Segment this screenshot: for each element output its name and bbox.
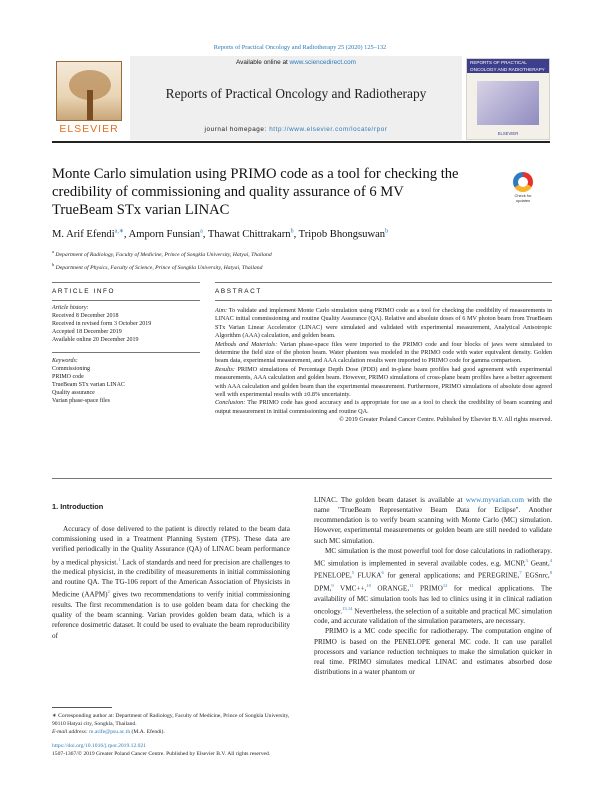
abstract-results: Results: PRIMO simulations of Percentage Depth Dose (PDD) and in-plane beam profiles had good agreement with experimental measurements, AAA calculation and golden beam. However, PRIMO simulations of cross-plane beam profiles have a better agreement with AAA calculation and golden beam than the experimental measurement. Furthermore, PRIMO simulations of absolute dose agreed well with experimental results with ±0.8% uncertainty. — [215, 365, 553, 399]
crossmark-icon — [513, 172, 533, 192]
abstract-aim: Aim: To validate and implement Monte Carlo simulation using PRIMO code as a tool for checking the credibility of measurements in LINAC initial commissioning and routine Quality Assurance (QA). Relative and absolute doses of 6 MV photon beam from TrueBeam STx Varian Linear Accelerator (LINAC) were simulated and validated with experimental measurement, Analytical Anisotropic Algorithm (AAA) calculation, and golden beam. — [215, 307, 552, 340]
abstract-copyright: © 2019 Greater Poland Cancer Centre. Published by Elsevier B.V. All rights reserved. — [339, 416, 552, 424]
keyword[interactable]: Varian phase-space files — [52, 397, 110, 404]
affiliation: $^a$ Department of Radiology, Faculty of Medicine, Prince of Songkla University, Hatyai, Thailand — [52, 249, 272, 258]
reference-link[interactable]: 10 — [366, 583, 371, 589]
cover-foot: ELSEVIER — [497, 131, 519, 136]
available-prefix: Available online at — [236, 59, 290, 66]
article-history — [52, 305, 202, 345]
masthead-rule — [52, 141, 550, 143]
reference-link[interactable]: 4 — [549, 557, 552, 563]
body-paragraph: MC simulation is the most powerful tool for dose calculations in radiotherapy. MC simulation is implemented in several available codes, e.g. MCNP,$^3$ Geant,$^4$ PENELOPE,$^5$ FLUKA$^6$ for general applications; and PEREGRINE,$^7$ EGSnrc,$^8$ DPM,$^9$ VMC++,$^{10}$ ORANGE,$^{11}$ PRIMO$^{12}$ for medical applications. The availability of MC simulation tools has led to clinics using it in clinical radiation oncology.$^{13,14}$ Nevertheless, the selection of a suitable and practical MC simulation code, and accurate validation of the simulation parameters, are necessary. — [314, 546, 553, 626]
abstract-methods: Methods and Materials: Varian phase-space files were imported to the PRIMO code and four blocks of jaws were simulated to determine the field size of the photon beam. Water phantom was modeled in the PRIMO code with water equivalent density. Golden beam data, experimental measurement, and AAA calculation results were imported to PRIMO code for gamma comparison. — [215, 340, 552, 365]
article-title: Monte Carlo simulation using PRIMO code as a tool for checking the credibility of commissioning and quality assurance of 6 MV TrueBeam STx varian LINAC — [52, 166, 459, 218]
running-head[interactable]: Reports of Practical Oncology and Radiotherapy 25 (2020) 125–132 — [213, 44, 387, 51]
reference-link[interactable]: 8 — [549, 570, 553, 576]
issn-copyright: 1507-1367/© 2019 Greater Poland Cancer Centre. Published by Elsevier B.V. All rights reserved. — [52, 751, 271, 758]
body-paragraph: Accuracy of dose delivered to the patient is directly related to the beam data commissioning used in a Treatment Planning System (TPS). These data are verified periodically in the Quality Assurance (QA) of LINAC beam performance by a medical physicist.$^1$ Lack of standards and need for precision are challenges to the medical physicist, in the credibility of measurements in initial commissioning and routine QA. The TG-106 report of the American Association of Physicists in Medicine (AAPM)$^2$ gives two recommendations to verify initial commissioning results. The first recommendation is to use golden beam data for checking the quality of the beam scanning. Varian provides golden beam data, which is a reference dosimetric dataset. It could be used to evaluate the beam reproducibility of — [52, 525, 290, 640]
corresponding-author-footnote: ∗ Corresponding author at: Department of Radiology, Faculty of Medicine, Prince of Songkla University, 90110 Hatyai city, Songkla, Thailand. E-mail address: m.arife@psu.ac.th (M.A. Efendi). — [52, 713, 290, 736]
history-item: Available online 20 December 2019 — [52, 336, 139, 343]
available-online — [130, 59, 462, 66]
reference-link[interactable]: 3 — [525, 557, 528, 563]
body-right-column — [314, 495, 552, 677]
abstract-bottom-rule — [52, 478, 552, 479]
body-left-column — [52, 502, 290, 641]
keywords-heading: Keywords: — [52, 358, 78, 364]
elsevier-logo — [52, 61, 126, 139]
reference-link[interactable]: 7 — [519, 570, 522, 576]
body-paragraph: PRIMO is a MC code specific for radiotherapy. The computation engine of PRIMO is based on the PENELOPE general MC code. It can use parallel processors and variance reduction techniques to make the simulation quicker in real time. PRIMO simulates medical LINAC and estimates absorbed dose distributions in a water phantom or — [314, 627, 552, 677]
keyword[interactable]: Commissioning — [52, 365, 91, 372]
history-item: Received in revised form 3 October 2019 — [52, 320, 152, 327]
info-top-rule — [52, 282, 200, 283]
check-for-updates-button[interactable] — [508, 172, 538, 202]
homepage-prefix: journal homepage: — [204, 126, 270, 133]
journal-masthead — [52, 56, 550, 140]
history-item: Accepted 18 December 2019 — [52, 328, 122, 335]
sciencedirect-link[interactable]: www.sciencedirect.com — [289, 59, 356, 66]
history-heading: Article history: — [52, 305, 89, 311]
reference-link[interactable]: 9 — [331, 583, 334, 589]
cover-image — [477, 81, 539, 125]
reference-link[interactable]: 6 — [381, 570, 384, 576]
journal-cover-thumbnail — [466, 58, 550, 140]
abstract-top-rule — [215, 282, 552, 283]
myvarian-link[interactable]: www.myvarian.com — [465, 496, 524, 504]
body-paragraph: LINAC. The golden beam dataset is available at www.myvarian.com with the name "TrueBeam Representative Beam Data for Eclipse". Another recommendation is to verify beam scanning with Monte Carlo (MC) simulation. However, experimental measurements or golden beam are still needed to validate such MC simulation. — [314, 496, 552, 545]
footnote-rule — [52, 707, 112, 708]
author-list — [52, 227, 552, 240]
abstract-rule — [215, 300, 552, 301]
reference-link[interactable]: 11 — [409, 583, 414, 589]
reference-link[interactable]: 13,14 — [342, 605, 353, 611]
doi-link[interactable]: https://doi.org/10.1016/j.rpor.2019.12.021 — [52, 743, 147, 749]
journal-homepage — [130, 126, 462, 133]
elsevier-wordmark: ELSEVIER — [59, 123, 119, 135]
abstract-heading: ABSTRACT — [215, 288, 262, 295]
author[interactable]: Thawat Chittrakarn$^b$, — [207, 228, 299, 240]
reference-link[interactable]: 1 — [118, 556, 121, 562]
check-for-updates-label: Check for updates — [514, 193, 532, 203]
affiliations — [52, 247, 552, 273]
author[interactable]: Amporn Funsian$^a$, — [128, 228, 208, 240]
abstract-body — [215, 307, 552, 425]
abstract-conclusion: Conclusion: The PRIMO code has good accuracy and is appropriate for use as a tool to check the credibility of beam scanning and output measurement in initial commissioning and routine QA. — [215, 399, 552, 415]
reference-link[interactable]: 12 — [442, 583, 448, 589]
author-email-link[interactable]: m.arife@psu.ac.th — [89, 729, 131, 736]
affiliation: $^b$ Department of Physics, Faculty of Science, Prince of Songkla University, Hatyai, Thailand — [52, 261, 263, 271]
keyword[interactable]: PRIMO code — [52, 373, 84, 380]
reference-link[interactable]: 2 — [107, 589, 110, 595]
info-rule — [52, 300, 200, 301]
cover-band: REPORTS OF PRACTICAL ONCOLOGY AND RADIOTHERAPY — [467, 59, 549, 73]
keyword[interactable]: TrueBeam STx varian LINAC — [52, 381, 125, 388]
homepage-link[interactable]: http://www.elsevier.com/locate/rpor — [269, 126, 388, 133]
keyword[interactable]: Quality assurance — [52, 389, 95, 396]
section-heading-introduction: 1. Introduction — [52, 502, 104, 511]
author[interactable]: Tripob Bhongsuwan$^b$ — [298, 228, 389, 240]
keywords — [52, 358, 202, 405]
reference-link[interactable]: 5 — [351, 570, 355, 576]
elsevier-tree-icon — [56, 61, 122, 121]
masthead-center — [130, 56, 462, 140]
keywords-rule — [52, 352, 200, 353]
article-info-heading: ARTICLE INFO — [52, 288, 116, 295]
journal-title: Reports of Practical Oncology and Radiotherapy — [165, 86, 427, 101]
article-identifiers — [52, 742, 552, 759]
author[interactable]: M. Arif Efendi$^{a,∗}$, — [52, 228, 129, 240]
history-item: Received 8 December 2018 — [52, 312, 119, 319]
